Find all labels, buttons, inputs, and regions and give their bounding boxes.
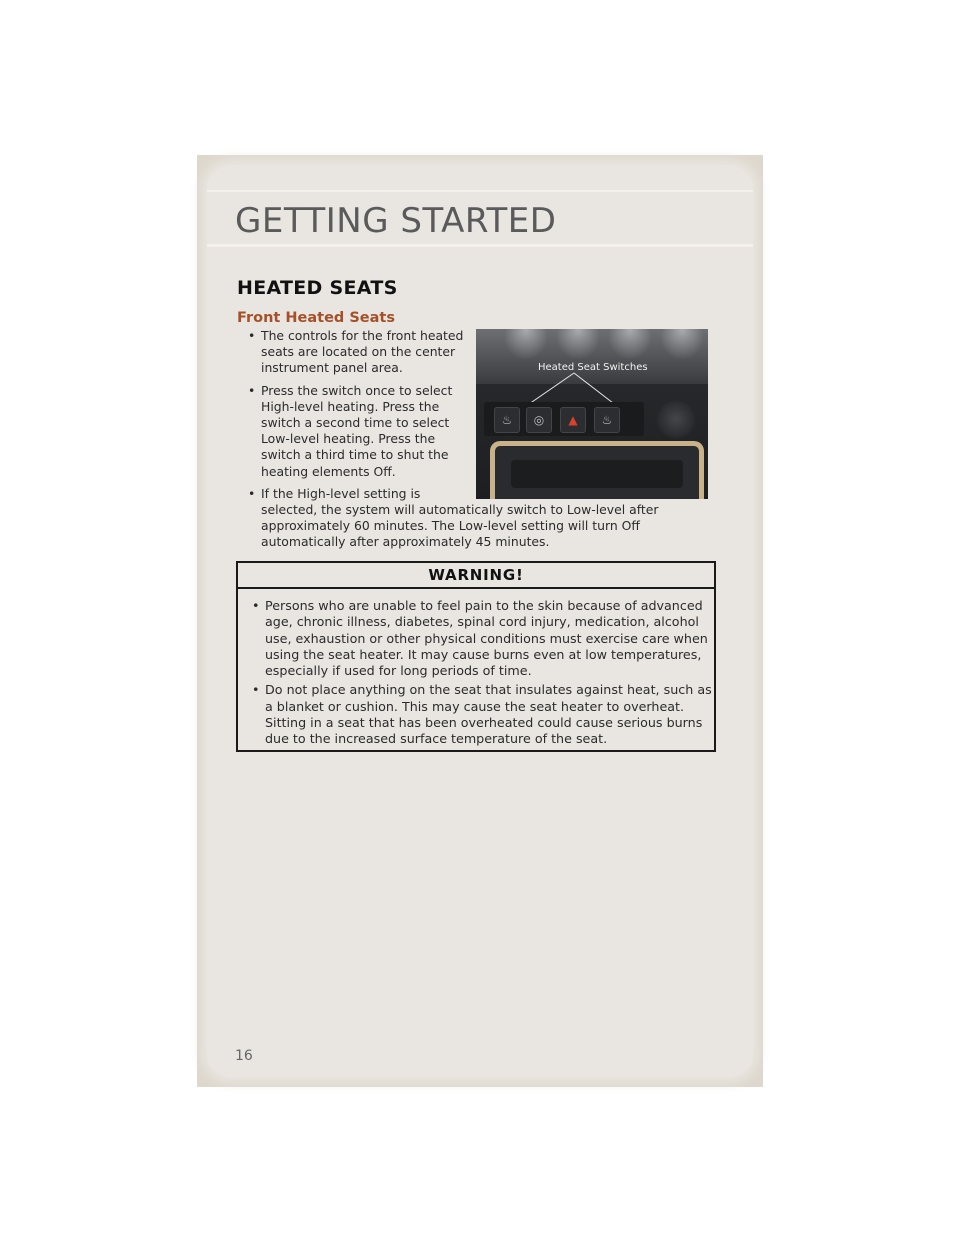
list-item: • The controls for the front heated seats are located on the center instrument panel area. [248,328,708,377]
page-content [207,165,753,1077]
subsection-title: Front Heated Seats [237,310,395,326]
passenger-seat-heat-switch: ♨ [594,407,620,433]
list-item: • Press the switch once to select High-level heating. Press the switch a second time to select Low-level heating. Press the switch a third time to shut the heating elements Off. [248,383,708,480]
page-title: HEATED SEATS [237,277,398,299]
warning-list [238,598,714,748]
manual-page [197,155,763,1087]
warning-item: • Do not place anything on the seat that insulates against heat, such as a blanket or cushion. This may cause the seat heater to overheat. Sitting in a seat that has been overheated could cause serious burns due to the increased surface temperature of the seat. [252,682,714,747]
warning-title: WARNING! [238,563,714,589]
photo-callout-label: Heated Seat Switches [538,362,648,373]
hazard-switch: ▲ [560,407,586,433]
top-rule [207,190,753,192]
heading-rule [207,244,753,247]
driver-seat-heat-switch: ♨ [494,407,520,433]
warning-item: • Persons who are unable to feel pain to the skin because of advanced age, chronic illness, diabetes, spinal cord injury, medication, alcohol use, exhaustion or other physical conditions must exercise care when using the seat heater. It may cause burns even at low temperatures, especially if used for long periods of time. [252,598,714,679]
warning-box [236,561,716,752]
traction-control-switch: ◎ [526,407,552,433]
instruction-list [248,328,708,557]
page-number: 16 [235,1048,253,1064]
section-header: GETTING STARTED [235,201,557,241]
list-item: • If the High-level setting is selected, the system will automatically switch to Low-level after approximately 60 minutes. The Low-level setting will turn Off automatically after approximately 45 minutes. [248,486,708,551]
